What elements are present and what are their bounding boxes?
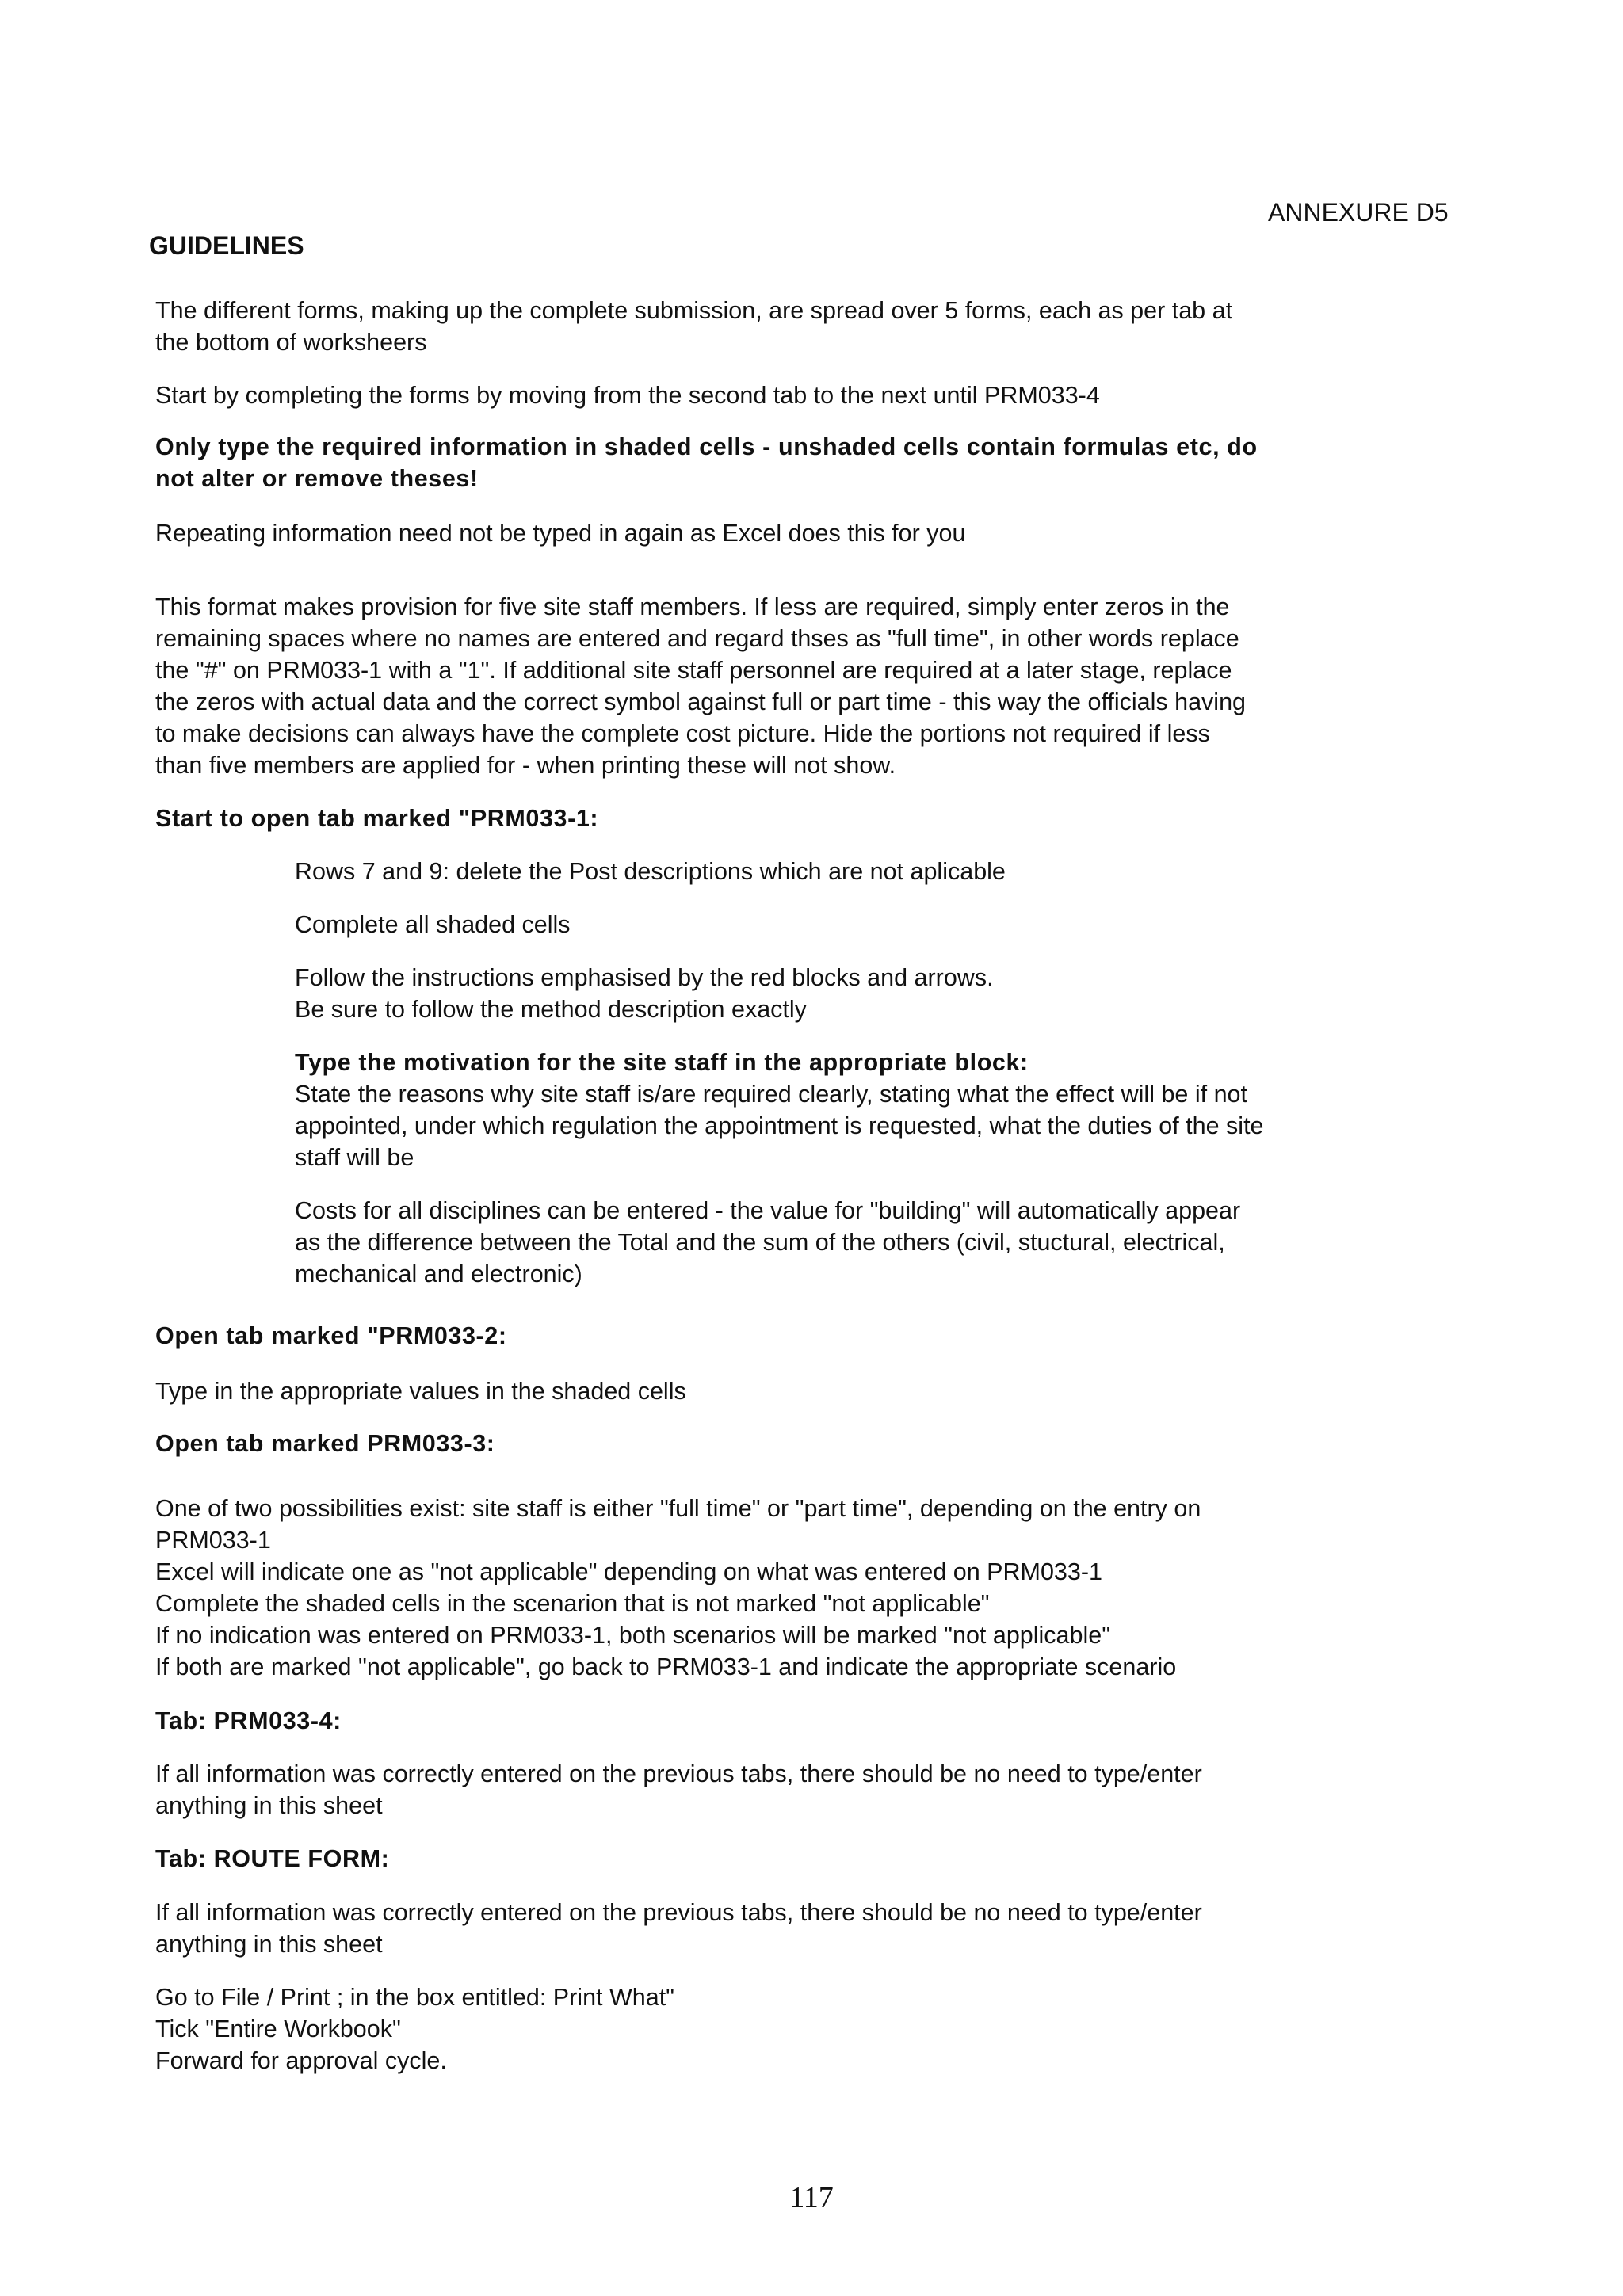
section-heading-prm033-2: Open tab marked "PRM033-2: <box>155 1322 507 1349</box>
motivation-heading: Type the motivation for the site staff in the appropriate block: <box>295 1049 1029 1076</box>
print-step-1: Go to File / Print ; in the box entitled: Print What" <box>155 1984 675 2011</box>
prm033-4-line-1: If all information was correctly entered on the previous tabs, there should be no need to type/enter <box>155 1760 1202 1787</box>
format-paragraph-line-4: the zeros with actual data and the correct symbol against full or part time - this way the officials having <box>155 688 1246 715</box>
prm033-2-instruction: Type in the appropriate values in the shaded cells <box>155 1378 686 1405</box>
format-paragraph-line-5: to make decisions can always have the complete cost picture. Hide the portions not required if less <box>155 720 1210 747</box>
prm033-3-line-4: Complete the shaded cells in the scenarion that is not marked "not applicable" <box>155 1590 990 1617</box>
costs-line-2: as the difference between the Total and the sum of the others (civil, stuctural, electrical, <box>295 1229 1225 1256</box>
page-number: 117 <box>789 2181 834 2214</box>
prm033-3-line-5: If no indication was entered on PRM033-1, both scenarios will be marked "not applicable" <box>155 1622 1111 1649</box>
prm033-3-line-6: If both are marked "not applicable", go back to PRM033-1 and indicate the appropriate scenario <box>155 1653 1177 1680</box>
section-heading-prm033-4: Tab: PRM033-4: <box>155 1707 342 1734</box>
print-step-2: Tick "Entire Workbook" <box>155 2016 401 2042</box>
prm033-1-step-follow-1: Follow the instructions emphasised by the red blocks and arrows. <box>295 964 994 991</box>
format-paragraph-line-3: the "#" on PRM033-1 with a "1". If additional site staff personnel are required at a later stage, replace <box>155 657 1232 684</box>
motivation-line-1: State the reasons why site staff is/are required clearly, stating what the effect will be if not <box>295 1081 1247 1108</box>
costs-line-1: Costs for all disciplines can be entered - the value for "building" will automatically appear <box>295 1197 1241 1224</box>
prm033-1-step-follow-2: Be sure to follow the method description exactly <box>295 996 807 1023</box>
format-paragraph-line-2: remaining spaces where no names are entered and regard thses as "full time", in other words replace <box>155 625 1239 652</box>
section-heading-route-form: Tab: ROUTE FORM: <box>155 1845 390 1872</box>
prm033-3-line-1: One of two possibilities exist: site staff is either "full time" or "part time", depending on the entry on <box>155 1495 1201 1522</box>
motivation-line-2: appointed, under which regulation the appointment is requested, what the duties of the site <box>295 1112 1264 1139</box>
section-heading-prm033-1: Start to open tab marked "PRM033-1: <box>155 805 599 832</box>
format-paragraph-line-1: This format makes provision for five site staff members. If less are required, simply enter zeros in the <box>155 593 1230 620</box>
format-paragraph-line-6: than five members are applied for - when printing these will not show. <box>155 752 896 779</box>
prm033-1-step-rows: Rows 7 and 9: delete the Post descriptions which are not aplicable <box>295 858 1006 885</box>
warning-line-2: not alter or remove theses! <box>155 465 479 492</box>
start-instruction: Start by completing the forms by moving from the second tab to the next until PRM033-4 <box>155 382 1100 409</box>
prm033-1-step-shaded: Complete all shaded cells <box>295 911 571 938</box>
warning-line-1: Only type the required information in shaded cells - unshaded cells contain formulas etc, do <box>155 433 1258 460</box>
page-heading: GUIDELINES <box>149 231 304 260</box>
intro-line-2: the bottom of worksheers <box>155 329 427 356</box>
repeat-info-note: Repeating information need not be typed in again as Excel does this for you <box>155 520 966 547</box>
print-step-3: Forward for approval cycle. <box>155 2047 447 2074</box>
route-form-line-1: If all information was correctly entered on the previous tabs, there should be no need to type/enter <box>155 1899 1202 1926</box>
route-form-line-2: anything in this sheet <box>155 1931 383 1958</box>
prm033-3-line-2: PRM033-1 <box>155 1527 271 1554</box>
motivation-line-3: staff will be <box>295 1144 414 1171</box>
annexure-label: ANNEXURE D5 <box>1268 198 1449 227</box>
costs-line-3: mechanical and electronic) <box>295 1261 582 1287</box>
prm033-3-line-3: Excel will indicate one as "not applicable" depending on what was entered on PRM033-1 <box>155 1558 1102 1585</box>
prm033-4-line-2: anything in this sheet <box>155 1792 383 1819</box>
section-heading-prm033-3: Open tab marked PRM033-3: <box>155 1430 495 1457</box>
intro-line-1: The different forms, making up the complete submission, are spread over 5 forms, each as per tab at <box>155 297 1233 324</box>
